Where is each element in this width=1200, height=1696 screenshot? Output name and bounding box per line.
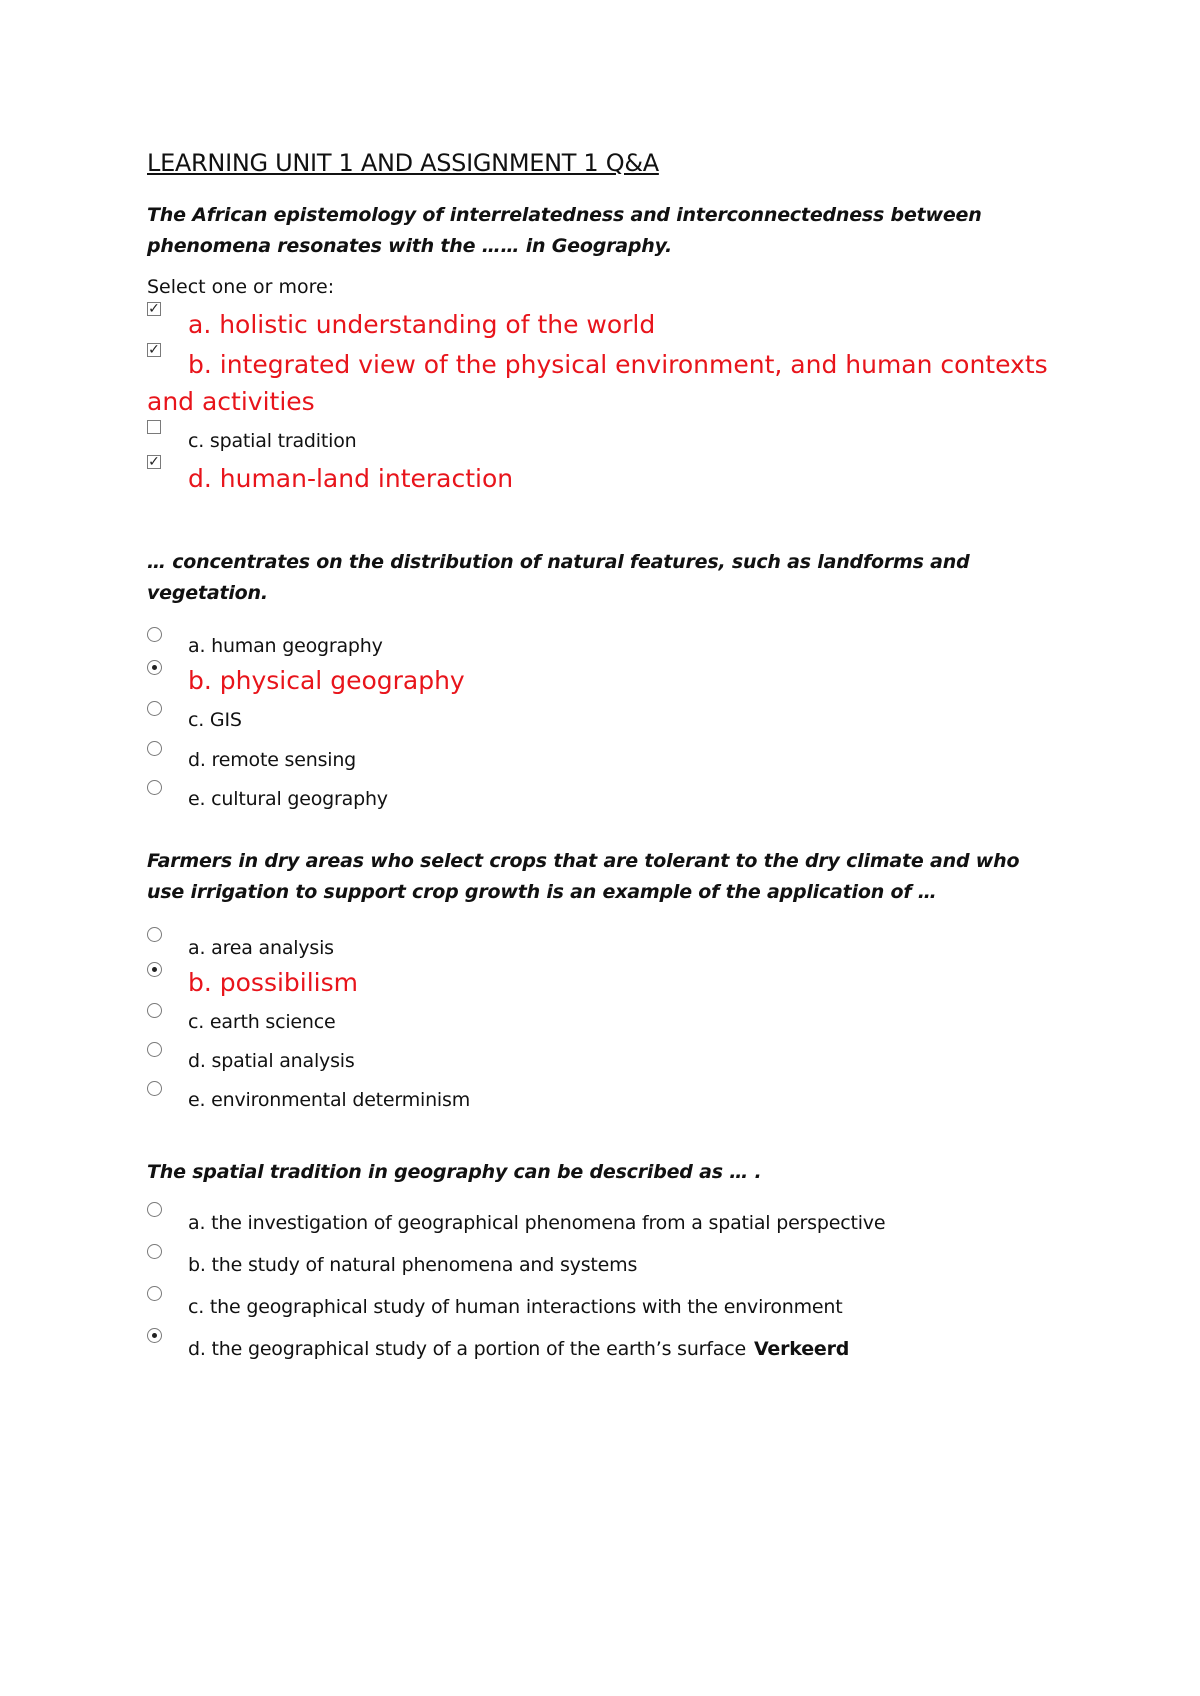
q3-option-c[interactable] — [147, 1009, 1067, 1035]
checkbox-checked-icon[interactable]: ✓ — [148, 342, 160, 358]
q3-option-a[interactable] — [147, 935, 1067, 961]
radio-unselected-icon[interactable] — [147, 741, 162, 756]
q4-option-d-label: d. the geographical study of a portion of the earth’s surface — [188, 1338, 746, 1360]
q3-option-e-label: e. environmental determinism — [188, 1089, 471, 1111]
q2-option-a-label: a. human geography — [188, 635, 383, 657]
radio-unselected-icon[interactable] — [147, 1042, 162, 1057]
question-2-prompt — [147, 547, 1067, 609]
radio-unselected-icon[interactable] — [147, 1081, 162, 1096]
radio-unselected-icon[interactable] — [147, 927, 162, 942]
question-1-prompt — [147, 200, 1067, 262]
question-1 — [147, 200, 1067, 497]
radio-unselected-icon[interactable] — [147, 1003, 162, 1018]
q1-option-b-label: b. integrated view of the physical environment, and human contexts and activities — [147, 350, 1048, 416]
q2-option-d-label: d. remote sensing — [188, 749, 357, 771]
radio-selected-icon[interactable] — [147, 962, 162, 977]
question-4 — [147, 1157, 1067, 1362]
question-2 — [147, 547, 1067, 812]
q2-option-c[interactable] — [147, 707, 1067, 733]
q4-option-a-label: a. the investigation of geographical phenomena from a spatial perspective — [188, 1212, 886, 1234]
q2-option-a[interactable] — [147, 633, 1067, 659]
question-1-prompt-line-1: The African epistemology of interrelatedness and interconnectedness between — [147, 204, 982, 226]
question-2-prompt-line-1: … concentrates on the distribution of natural features, such as landforms and — [147, 551, 970, 573]
q2-option-b[interactable] — [147, 662, 1067, 699]
document-page — [147, 148, 1067, 1362]
radio-unselected-icon[interactable] — [147, 627, 162, 642]
q4-option-b[interactable] — [147, 1252, 1067, 1278]
checkbox-unchecked-icon[interactable] — [147, 420, 161, 434]
question-3-prompt — [147, 846, 1067, 908]
question-2-prompt-line-2: vegetation. — [147, 582, 268, 604]
q1-option-c[interactable] — [147, 428, 1067, 454]
answer-verdict: Verkeerd — [753, 1338, 850, 1360]
q2-option-b-label: b. physical geography — [188, 666, 465, 695]
q3-option-d-label: d. spatial analysis — [188, 1050, 355, 1072]
document-title: LEARNING UNIT 1 AND ASSIGNMENT 1 Q&A — [147, 149, 659, 177]
q2-option-e-label: e. cultural geography — [188, 788, 388, 810]
q3-option-a-label: a. area analysis — [188, 937, 334, 959]
question-1-prompt-line-2: phenomena resonates with the …… in Geography. — [147, 235, 673, 257]
radio-unselected-icon[interactable] — [147, 780, 162, 795]
q4-option-d[interactable] — [147, 1336, 1067, 1362]
q4-option-c-label: c. the geographical study of human interactions with the environment — [188, 1296, 843, 1318]
question-3-prompt-line-1: Farmers in dry areas who select crops that are tolerant to the dry climate and who — [147, 850, 1020, 872]
q1-option-a-label: a. holistic understanding of the world — [188, 310, 656, 339]
q2-option-c-label: c. GIS — [188, 709, 242, 731]
q1-option-d[interactable] — [147, 454, 1067, 497]
radio-selected-icon[interactable] — [147, 660, 162, 675]
q4-option-a[interactable] — [147, 1210, 1067, 1236]
q4-option-b-label: b. the study of natural phenomena and systems — [188, 1254, 638, 1276]
question-3-prompt-line-2: use irrigation to support crop growth is an example of the application of … — [147, 881, 937, 903]
q1-option-a[interactable] — [147, 301, 1067, 343]
q3-option-b[interactable] — [147, 964, 1067, 1001]
q3-option-e[interactable] — [147, 1087, 1067, 1113]
q3-option-d[interactable] — [147, 1048, 1067, 1074]
radio-unselected-icon[interactable] — [147, 1286, 162, 1301]
q1-option-b[interactable] — [147, 342, 1067, 420]
radio-unselected-icon[interactable] — [147, 701, 162, 716]
q4-option-c[interactable] — [147, 1294, 1067, 1320]
q1-option-c-label: c. spatial tradition — [188, 430, 357, 452]
checkbox-checked-icon[interactable]: ✓ — [148, 301, 160, 317]
radio-unselected-icon[interactable] — [147, 1244, 162, 1259]
q2-option-e[interactable] — [147, 786, 1067, 812]
radio-unselected-icon[interactable] — [147, 1202, 162, 1217]
q1-option-d-label: d. human-land interaction — [188, 464, 514, 493]
question-3 — [147, 846, 1067, 1113]
question-4-prompt — [147, 1157, 1067, 1188]
q3-option-b-label: b. possibilism — [188, 968, 359, 997]
q2-option-d[interactable] — [147, 747, 1067, 773]
checkbox-checked-icon[interactable]: ✓ — [148, 454, 160, 470]
radio-selected-icon[interactable] — [147, 1328, 162, 1343]
select-instruction: Select one or more: — [147, 276, 335, 298]
question-4-prompt-line-1: The spatial tradition in geography can be described as … . — [147, 1161, 762, 1183]
q3-option-c-label: c. earth science — [188, 1011, 336, 1033]
